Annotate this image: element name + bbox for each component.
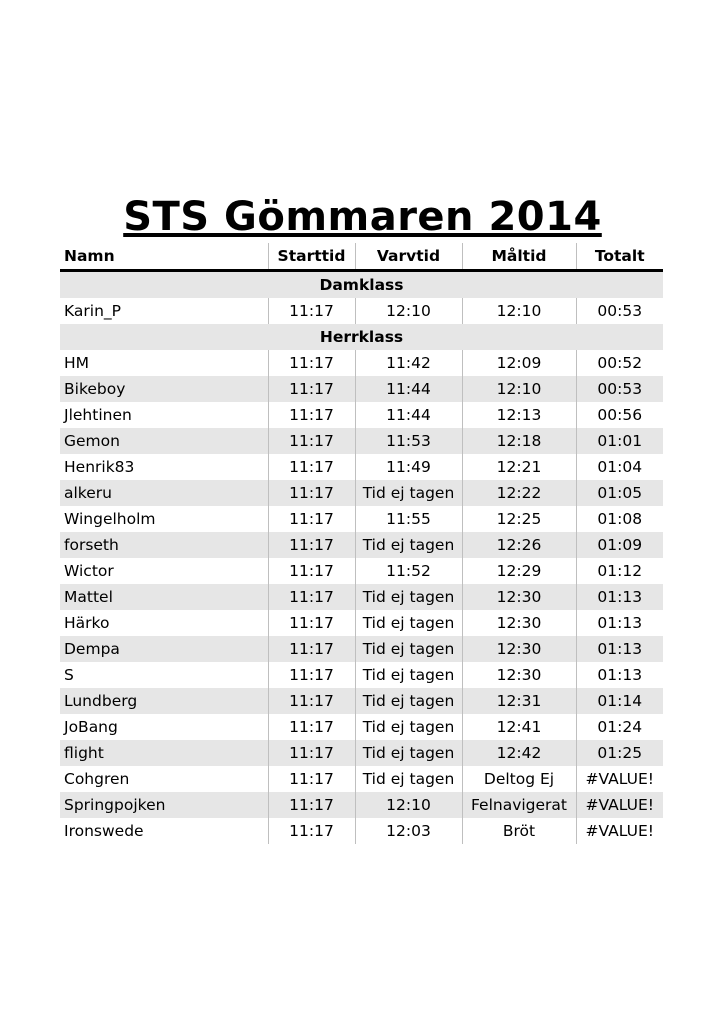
cell-start: 11:17 <box>268 584 355 610</box>
title-text: STS Gömmaren 2014 <box>123 194 602 240</box>
cell-name: Jlehtinen <box>64 406 132 424</box>
cell-start: 11:17 <box>268 714 355 740</box>
cell-lap: Tid ej tagen <box>355 584 462 610</box>
cell-lap: Tid ej tagen <box>355 688 462 714</box>
table-row <box>60 818 663 844</box>
cell-total: 01:14 <box>576 688 663 714</box>
results-body <box>60 271 663 845</box>
table-row <box>60 766 663 792</box>
cell-total: 01:01 <box>576 428 663 454</box>
cell-lap: 11:42 <box>355 350 462 376</box>
cell-start: 11:17 <box>268 688 355 714</box>
cell-finish: Felnavigerat <box>462 792 576 818</box>
cell-start: 11:17 <box>268 792 355 818</box>
cell-name: Lundberg <box>60 688 268 714</box>
cell-name: HM <box>64 354 90 372</box>
cell-total: 01:08 <box>576 506 663 532</box>
table-row <box>60 376 663 402</box>
table-row <box>60 454 663 480</box>
cell-name: Wictor <box>64 562 114 580</box>
cell-finish: 12:30 <box>462 662 576 688</box>
cell-lap: Tid ej tagen <box>355 480 462 506</box>
header-namn: Namn <box>60 243 268 271</box>
table-row <box>60 792 663 818</box>
cell-total: #VALUE! <box>576 766 663 792</box>
table-row <box>60 714 663 740</box>
cell-total: 01:13 <box>576 662 663 688</box>
header-maltid: Måltid <box>462 243 576 271</box>
table-row <box>60 428 663 454</box>
cell-start: 11:17 <box>268 558 355 584</box>
cell-finish: 12:10 <box>462 298 576 324</box>
cell-finish: 12:29 <box>462 558 576 584</box>
cell-finish: Bröt <box>462 818 576 844</box>
cell-start: 11:17 <box>268 532 355 558</box>
cell-start: 11:17 <box>268 766 355 792</box>
cell-name: Wingelholm <box>64 510 156 528</box>
cell-finish: 12:25 <box>462 506 576 532</box>
cell-lap: 11:52 <box>355 558 462 584</box>
group-row <box>60 271 663 299</box>
cell-finish: 12:09 <box>462 350 576 376</box>
cell-start: 11:17 <box>268 740 355 766</box>
cell-name: Bikeboy <box>60 376 268 402</box>
cell-total: 01:24 <box>576 714 663 740</box>
cell-finish: 12:10 <box>462 376 576 402</box>
header-totalt: Totalt <box>576 243 663 271</box>
cell-finish: 12:30 <box>462 610 576 636</box>
cell-name: flight <box>60 740 268 766</box>
cell-lap: 11:49 <box>355 454 462 480</box>
cell-finish: 12:31 <box>462 688 576 714</box>
cell-lap: Tid ej tagen <box>355 610 462 636</box>
cell-total: 01:13 <box>576 610 663 636</box>
cell-lap: 12:10 <box>355 298 462 324</box>
table-row <box>60 688 663 714</box>
group-row <box>60 324 663 350</box>
cell-lap: 12:10 <box>355 792 462 818</box>
cell-lap: 12:03 <box>355 818 462 844</box>
group-label: Damklass <box>60 271 663 299</box>
cell-name: Springpojken <box>60 792 268 818</box>
page-title <box>0 192 725 242</box>
cell-finish: 12:30 <box>462 584 576 610</box>
cell-start: 11:17 <box>268 506 355 532</box>
results-table <box>60 243 663 844</box>
cell-total: 00:53 <box>576 376 663 402</box>
header-row <box>60 243 663 271</box>
cell-start: 11:17 <box>268 376 355 402</box>
cell-start: 11:17 <box>268 818 355 844</box>
cell-finish: Deltog Ej <box>462 766 576 792</box>
table-row <box>60 506 663 532</box>
table-row <box>60 350 663 376</box>
table-row <box>60 740 663 766</box>
cell-total: 00:52 <box>576 350 663 376</box>
header-starttid: Starttid <box>268 243 355 271</box>
table-row <box>60 610 663 636</box>
table-row <box>60 532 663 558</box>
cell-finish: 12:22 <box>462 480 576 506</box>
cell-lap: Tid ej tagen <box>355 532 462 558</box>
cell-lap: Tid ej tagen <box>355 714 462 740</box>
cell-name: Cohgren <box>64 770 130 788</box>
cell-start: 11:17 <box>268 454 355 480</box>
group-label: Herrklass <box>60 324 663 350</box>
cell-lap: 11:44 <box>355 402 462 428</box>
cell-name: Härko <box>64 614 110 632</box>
table-row <box>60 636 663 662</box>
cell-name: Henrik83 <box>64 458 135 476</box>
cell-total: 01:05 <box>576 480 663 506</box>
cell-lap: Tid ej tagen <box>355 662 462 688</box>
cell-start: 11:17 <box>268 662 355 688</box>
cell-name: Karin_P <box>64 302 121 320</box>
cell-finish: 12:26 <box>462 532 576 558</box>
cell-start: 11:17 <box>268 350 355 376</box>
cell-total: 01:25 <box>576 740 663 766</box>
header-varvtid: Varvtid <box>355 243 462 271</box>
cell-total: 01:04 <box>576 454 663 480</box>
cell-total: 01:13 <box>576 584 663 610</box>
cell-lap: Tid ej tagen <box>355 766 462 792</box>
cell-start: 11:17 <box>268 610 355 636</box>
cell-start: 11:17 <box>268 402 355 428</box>
cell-name: JoBang <box>64 718 118 736</box>
cell-lap: Tid ej tagen <box>355 636 462 662</box>
cell-name: Gemon <box>60 428 268 454</box>
cell-lap: 11:53 <box>355 428 462 454</box>
cell-lap: 11:44 <box>355 376 462 402</box>
cell-finish: 12:41 <box>462 714 576 740</box>
cell-lap: Tid ej tagen <box>355 740 462 766</box>
cell-lap: 11:55 <box>355 506 462 532</box>
cell-finish: 12:18 <box>462 428 576 454</box>
cell-name: alkeru <box>60 480 268 506</box>
cell-total: 00:53 <box>576 298 663 324</box>
cell-name: Dempa <box>60 636 268 662</box>
cell-start: 11:17 <box>268 298 355 324</box>
table-row <box>60 662 663 688</box>
cell-finish: 12:13 <box>462 402 576 428</box>
cell-name: forseth <box>60 532 268 558</box>
cell-total: #VALUE! <box>576 818 663 844</box>
cell-total: 01:09 <box>576 532 663 558</box>
table-row <box>60 480 663 506</box>
cell-total: #VALUE! <box>576 792 663 818</box>
cell-total: 01:13 <box>576 636 663 662</box>
cell-name: Ironswede <box>64 822 144 840</box>
table-row <box>60 298 663 324</box>
cell-total: 00:56 <box>576 402 663 428</box>
cell-finish: 12:21 <box>462 454 576 480</box>
table-row <box>60 402 663 428</box>
cell-start: 11:17 <box>268 428 355 454</box>
cell-total: 01:12 <box>576 558 663 584</box>
cell-start: 11:17 <box>268 636 355 662</box>
table-row <box>60 584 663 610</box>
table-row <box>60 558 663 584</box>
cell-name: S <box>64 666 74 684</box>
cell-finish: 12:30 <box>462 636 576 662</box>
cell-name: Mattel <box>60 584 268 610</box>
cell-finish: 12:42 <box>462 740 576 766</box>
cell-start: 11:17 <box>268 480 355 506</box>
